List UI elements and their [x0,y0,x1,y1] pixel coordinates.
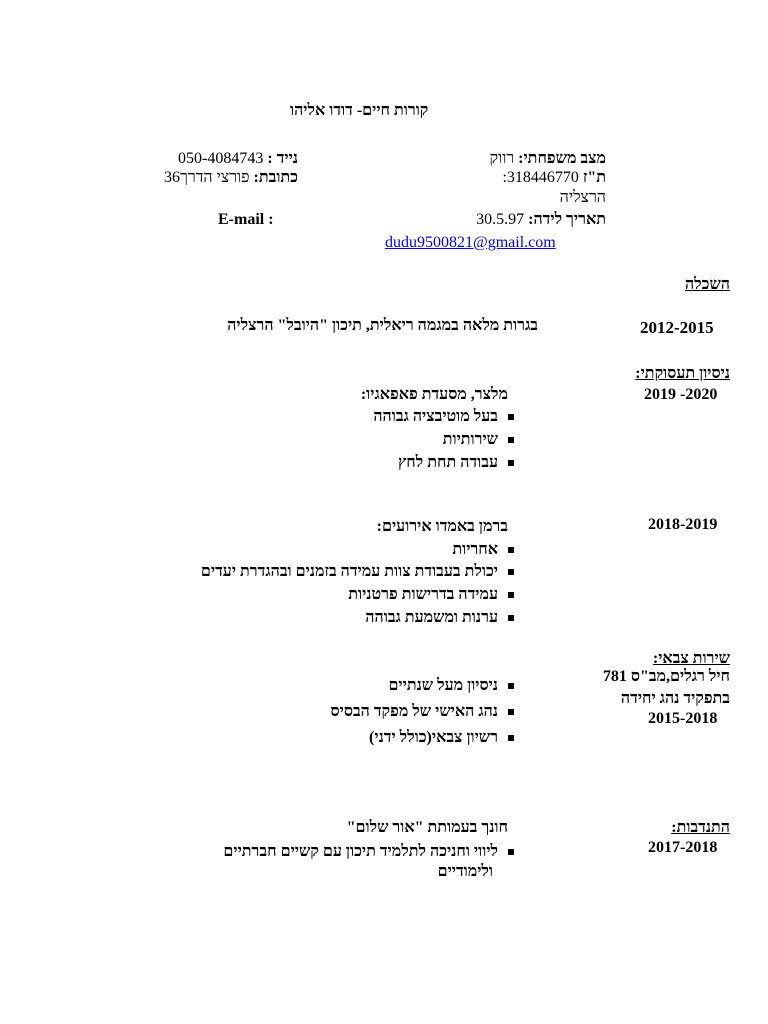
id-label: ת"ז [582,169,606,186]
experience-heading: ניסיון תעסוקתי: [635,365,730,382]
bullet-icon [508,547,514,553]
job-1-bullet [398,453,514,472]
military-bullet [331,702,514,721]
bullet-icon [508,735,514,741]
job-1-bullet [443,430,514,449]
mobile-label: נייד : [267,150,298,167]
volunteer-heading: התנדבות: [671,819,730,836]
bullet-icon [508,849,514,855]
marital-status-value: רווק [489,150,519,167]
bullet-icon [508,437,514,443]
education-description: בגרות מלאה במגמה ריאלית, תיכון "היובל" הרצליה [227,317,538,334]
dob-label: תאריך לידה: [528,211,606,228]
email-link[interactable]: dudu9500821@gmail.com [385,234,556,251]
volunteer-years: 2017-2018 [648,839,718,856]
dob-value: 30.5.97 [476,211,525,228]
job-2-bullet-text: יכולת בעבודת צוות עמידה בזמנים ובהגדרת יעדים [200,563,498,580]
id-value: 318446770: [502,169,579,186]
marital-status-row [490,149,606,168]
volunteer-bullet-continuation: ולימודיים [437,863,493,880]
address-label: כתובת: [253,169,298,186]
bullet-icon [508,592,514,598]
job-1-years: 2019 -2020 [644,386,718,403]
bullet-icon [508,569,514,575]
job-2-years: 2018-2019 [648,516,718,533]
job-2-bullet [452,540,514,559]
id-row [502,168,606,187]
military-bullet-text: רשיון צבאי(כולל ידני) [369,729,498,746]
job-1-bullet [373,407,514,426]
marital-status-label: מצב משפחתי: [518,150,606,167]
address-city: הרצליה [559,189,606,206]
bullet-icon [508,414,514,420]
military-bullet-text: ניסיון מעל שנתיים [388,677,498,694]
dob-row [476,210,606,229]
job-2-bullet [365,608,514,627]
volunteer-bullet-text: ליווי וחניכה לתלמיד תיכון עם קשיים חברתיים [223,843,498,860]
job-1-bullet-text: בעל מוטיבציה גבוהה [373,408,498,425]
military-bullet [369,728,514,747]
job-1-title: מלצר, מסעדת פאפאגיו: [360,386,508,403]
job-2-bullet [201,562,514,581]
job-2-bullet-text: עמידה בדרישות פרטניות [348,586,498,603]
mobile-value: 050-4084743 [178,150,264,167]
address-row [164,168,298,187]
bullet-icon [508,683,514,689]
military-years: 2015-2018 [648,710,718,727]
bullet-icon [508,615,514,621]
military-role: בתפקיד נהג יחידה [620,690,730,707]
military-heading: שירות צבאי: [652,650,730,667]
military-bullet-text: נהג האישי של מפקד הבסיס [330,703,498,720]
bullet-icon [508,460,514,466]
email-label: E-mail : [218,211,274,228]
bullet-icon [508,709,514,715]
job-2-bullet-text: אחריות [452,541,498,558]
job-1-bullet-text: עבודה תחת לחץ [397,454,498,471]
military-bullet [388,676,514,695]
job-2-title: ברמן באמדו אירועים: [376,518,508,535]
job-2-bullet [348,585,514,604]
education-years: 2012-2015 [640,318,714,337]
page-title: קורות חיים- דודו אליהו [290,102,429,119]
job-2-bullet-text: ערנות ומשמעת גבוהה [365,609,498,626]
address-value: פורצי הדרך36 [164,169,254,186]
volunteer-bullet [223,842,514,861]
education-heading: השכלה [684,276,730,293]
mobile-row [178,149,298,168]
volunteer-title: חונך בעמותת "אור שלום" [346,819,508,836]
job-1-bullet-text: שירותיות [442,431,498,448]
military-unit: חיל רגלים,מב"ס 781 [602,668,730,685]
